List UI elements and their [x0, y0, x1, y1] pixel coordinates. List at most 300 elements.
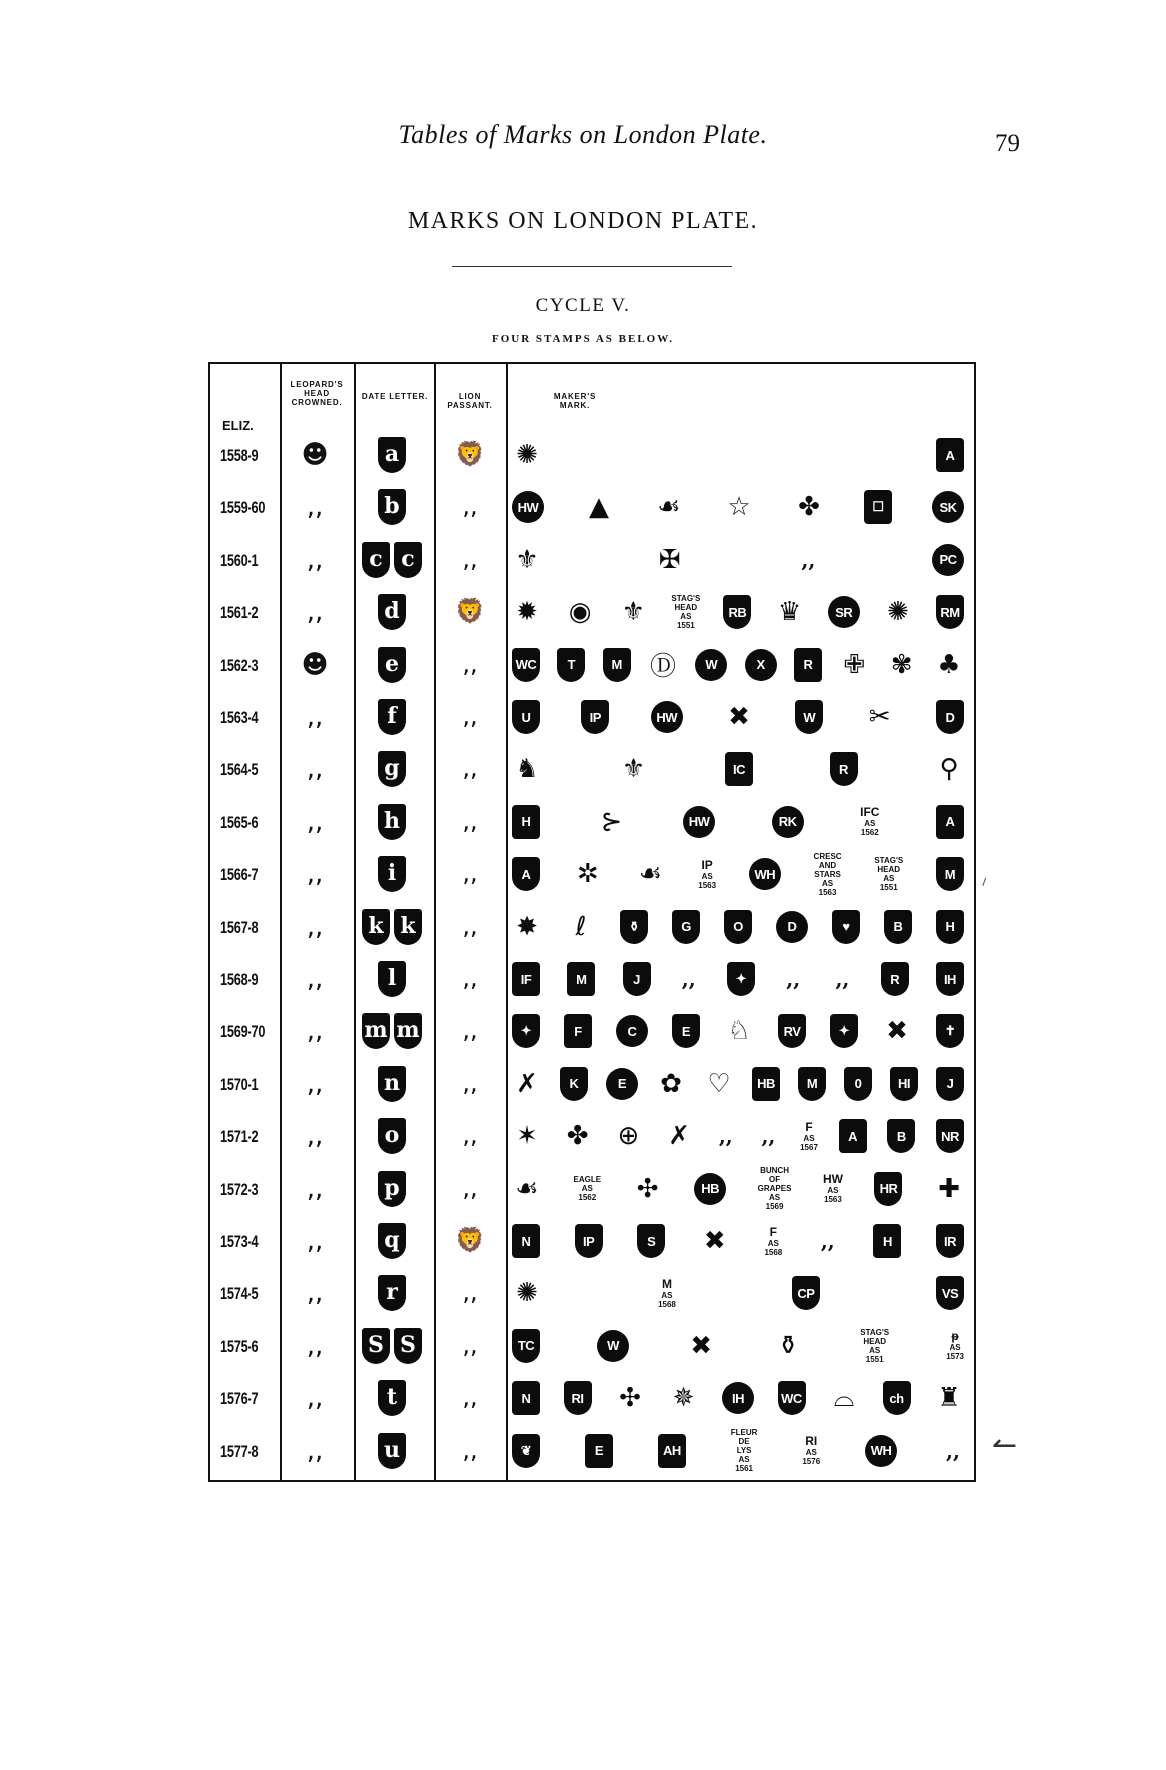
header-date-letter: DATE LETTER. — [361, 392, 429, 401]
makers-mark-stamp: E — [672, 1014, 700, 1048]
ditto-mark: ,, — [462, 1278, 478, 1307]
date-letter-shield: r — [378, 1275, 406, 1311]
makers-mark-icon: ✖ — [886, 1016, 908, 1047]
mark-note — [731, 1428, 758, 1473]
makers-mark-stamp: M — [936, 857, 964, 891]
date-letter-shield: m — [362, 1013, 390, 1049]
makers-mark-icon: ☆ — [727, 492, 751, 523]
makers-mark-stamp: ☐ — [864, 490, 892, 524]
makers-mark-stamp: IP — [575, 1224, 603, 1258]
makers-mark-stamp: VS — [936, 1276, 964, 1310]
makers-mark-icon: ⊕ — [617, 1121, 640, 1152]
makers-mark-stamp: E — [606, 1068, 638, 1100]
makers-mark-stamp: IH — [936, 962, 964, 996]
makers-mark-icon: ⚜ — [621, 754, 646, 785]
mark-note-line: OF — [768, 1175, 781, 1185]
makers-mark-icon: ⊱ — [600, 806, 623, 837]
date-letter-cell — [354, 432, 430, 478]
makers-mark-stamp: G — [672, 910, 700, 944]
makers-mark-stamp: HB — [752, 1067, 780, 1101]
makers-mark-icon: ☙ — [638, 859, 663, 890]
mark-note — [814, 852, 842, 897]
ditto-mark: ,, — [306, 597, 324, 628]
year-cell: 1574-5 — [220, 1284, 259, 1304]
ditto-mark: ,, — [801, 547, 816, 572]
page-number: 79 — [995, 130, 1020, 157]
table-row — [210, 1061, 974, 1107]
makers-mark-icon: ✙ — [843, 649, 866, 680]
makers-mark-icon: ✺ — [516, 1278, 538, 1309]
makers-mark-cell — [512, 1008, 972, 1054]
date-letter-shield: d — [378, 594, 406, 630]
makers-mark-icon: ✹ — [516, 597, 538, 628]
mark-note-line: 1568 — [658, 1299, 676, 1309]
makers-mark-stamp: IC — [725, 752, 753, 786]
ditto-mark: ,, — [306, 1173, 324, 1204]
mark-note — [658, 1278, 676, 1309]
date-letter-shield: u — [378, 1433, 406, 1469]
makers-mark-icon: ✖ — [703, 1226, 726, 1256]
makers-mark-icon: ▲ — [589, 492, 609, 523]
mark-note-line: 1567 — [800, 1142, 818, 1152]
header-makers-mark: MAKER'S MARK. — [553, 392, 597, 410]
makers-mark-stamp: S — [637, 1224, 665, 1258]
makers-mark-icon: ✶ — [516, 1121, 538, 1152]
makers-mark-stamp: M — [567, 962, 595, 996]
makers-mark-stamp: B — [887, 1119, 915, 1153]
mark-note-line: AS — [803, 1133, 815, 1143]
ditto-mark: ,, — [306, 1435, 324, 1466]
ditto-mark: ,, — [462, 1068, 478, 1097]
mark-note-line: M — [661, 1276, 672, 1291]
lion-passant-icon: 🦁 — [455, 597, 485, 626]
makers-mark-cell — [512, 484, 972, 530]
year-cell: 1572-3 — [220, 1179, 259, 1199]
mark-note-line: BUNCH — [760, 1166, 789, 1176]
makers-mark-stamp: AH — [658, 1434, 686, 1468]
makers-mark-stamp: SR — [828, 596, 860, 628]
year-cell: 1558-9 — [220, 446, 259, 465]
table-row — [210, 1323, 974, 1369]
ditto-mark: ,, — [306, 1278, 324, 1309]
ditto-mark: ,, — [462, 964, 478, 992]
mark-note — [800, 1121, 818, 1152]
table-row — [210, 642, 974, 688]
makers-mark-stamp: CP — [792, 1276, 820, 1310]
makers-mark-stamp: HI — [890, 1067, 918, 1101]
mark-note-line: 1563 — [824, 1195, 842, 1205]
table-row — [210, 432, 974, 478]
makers-mark-stamp: ♥ — [832, 910, 860, 944]
makers-mark-icon: ✾ — [890, 649, 913, 680]
mark-note — [860, 806, 879, 837]
makers-mark-cell — [512, 904, 972, 950]
date-letter-cell — [354, 537, 430, 583]
ditto-mark: ,, — [718, 1124, 733, 1149]
makers-mark-stamp: H — [936, 910, 964, 944]
mark-note-line: 1569 — [765, 1202, 784, 1212]
ditto-mark: ,, — [462, 1016, 478, 1045]
makers-mark-icon: ✤ — [566, 1121, 589, 1152]
date-letter-cell — [354, 799, 430, 845]
makers-mark-stamp: RB — [723, 595, 751, 629]
date-letter-cell — [354, 1428, 430, 1474]
date-letter-cell — [354, 642, 430, 688]
makers-mark-stamp: IR — [936, 1224, 964, 1258]
makers-mark-icon: ✺ — [516, 440, 538, 470]
cycle-heading: CYCLE V. — [535, 295, 631, 316]
makers-mark-stamp: HW — [651, 701, 683, 733]
makers-mark-cell — [512, 1218, 972, 1264]
margin-tick-mark: ⸝ — [974, 867, 992, 890]
makers-mark-stamp: WC — [512, 648, 540, 682]
makers-mark-icon: ✠ — [658, 544, 681, 575]
makers-mark-stamp: WH — [749, 858, 781, 890]
mark-note-line: F — [805, 1119, 813, 1134]
lion-passant-icon: 🦁 — [455, 440, 485, 468]
date-letter-shield: f — [378, 699, 406, 735]
makers-mark-icon: ✸ — [516, 911, 538, 942]
mark-note-line: AS — [883, 874, 895, 884]
mark-note-line: AS — [821, 878, 834, 888]
date-letter-cell — [354, 746, 430, 792]
date-letter-cell — [354, 904, 430, 950]
mark-note-line: IP — [701, 857, 713, 872]
mark-note-line: 1551 — [676, 621, 695, 631]
makers-mark-stamp: W — [695, 649, 727, 681]
makers-mark-cell — [512, 1375, 972, 1421]
mark-note-line: ᵽ — [951, 1329, 959, 1344]
mark-note — [671, 594, 700, 630]
makers-mark-icon: ◉ — [568, 597, 592, 628]
mark-note-line: STAG'S — [874, 856, 904, 866]
makers-mark-stamp: TC — [512, 1329, 540, 1363]
year-cell: 1562-3 — [220, 655, 259, 675]
ditto-mark: ,, — [462, 649, 478, 678]
stamps-note: FOUR STAMPS AS BELOW. — [492, 333, 674, 345]
makers-mark-stamp: HB — [694, 1173, 726, 1205]
mark-note-line: STAG'S — [860, 1327, 890, 1337]
table-row — [210, 1270, 974, 1316]
ditto-mark: ,, — [306, 492, 324, 523]
makers-mark-icon: ⌓ — [833, 1382, 855, 1413]
makers-mark-icon: ✖ — [728, 702, 750, 732]
ditto-mark: ,, — [462, 1173, 478, 1202]
date-letter-cell — [354, 956, 430, 1002]
header-leopard: LEOPARD'S HEAD CROWNED. — [290, 380, 344, 407]
date-letter-shield: e — [378, 647, 406, 683]
date-letter-shield: p — [378, 1171, 406, 1207]
mark-note-line: LYS — [736, 1446, 752, 1456]
makers-mark-icon: ⚜ — [515, 544, 539, 575]
table-row — [210, 694, 974, 740]
makers-mark-stamp: PC — [932, 544, 964, 576]
mark-note-line: DE — [738, 1437, 750, 1447]
year-cell: 1570-1 — [220, 1074, 259, 1094]
mark-note — [764, 1226, 782, 1257]
mark-note-line: AS — [581, 1184, 593, 1194]
makers-mark-icon: ✂ — [868, 702, 891, 732]
makers-mark-stamp: IP — [581, 700, 609, 734]
mark-note-line: STARS — [814, 869, 841, 879]
mark-note-line: 1551 — [865, 1354, 884, 1364]
ditto-mark: ,, — [306, 1121, 324, 1152]
ditto-mark: ,, — [820, 1229, 835, 1253]
makers-mark-stamp: M — [798, 1067, 826, 1101]
makers-mark-stamp: H — [512, 805, 540, 839]
date-letter-cell — [354, 484, 430, 530]
date-letter-shield: k — [362, 909, 390, 945]
makers-mark-stamp: A — [936, 805, 964, 839]
table-row — [210, 589, 974, 635]
makers-mark-icon: ✲ — [576, 859, 599, 890]
makers-mark-stamp: O — [724, 910, 752, 944]
date-letter-shield: k — [394, 909, 422, 945]
ditto-mark: ,, — [835, 967, 850, 991]
date-letter-shield: i — [378, 856, 406, 892]
leopard-head-icon: ☻ — [301, 440, 329, 470]
date-letter-cell — [354, 1323, 430, 1369]
mark-note — [860, 1328, 889, 1364]
running-head: Tables of Marks on London Plate. — [398, 120, 768, 149]
ditto-mark: ,, — [761, 1124, 776, 1149]
mark-note-line: RI — [805, 1434, 818, 1449]
ditto-mark: ,, — [462, 1383, 478, 1412]
makers-mark-icon: ✵ — [672, 1383, 695, 1414]
date-letter-shield: b — [378, 489, 406, 525]
date-letter-shield: o — [378, 1118, 406, 1154]
mark-note — [946, 1330, 964, 1361]
ditto-mark: ,, — [306, 806, 324, 837]
mark-note-line: 1562 — [578, 1193, 597, 1203]
year-cell: 1568-9 — [220, 970, 259, 989]
mark-note-line: AS — [701, 871, 713, 881]
table-row — [210, 1428, 974, 1474]
makers-mark-stamp: J — [623, 962, 651, 996]
page-title: MARKS ON LONDON PLATE. — [407, 208, 759, 234]
ditto-mark: ,, — [306, 754, 324, 785]
year-cell: 1566-7 — [220, 865, 259, 885]
mark-note-line: AS — [805, 1448, 817, 1458]
ditto-mark: ,, — [462, 702, 478, 730]
date-letter-shield: h — [378, 804, 406, 840]
date-letter-cell — [354, 1270, 430, 1316]
makers-mark-stamp: R — [881, 962, 909, 996]
year-cell: 1571-2 — [220, 1127, 259, 1147]
makers-mark-icon: Ⓓ — [649, 652, 676, 683]
year-cell: 1575-6 — [220, 1336, 259, 1356]
makers-mark-stamp: D — [936, 700, 964, 734]
mark-note-line: HW — [822, 1172, 843, 1187]
date-letter-shield: n — [378, 1066, 406, 1102]
makers-mark-icon: ✗ — [516, 1068, 538, 1099]
makers-mark-stamp: RK — [772, 806, 804, 838]
ditto-mark: ,, — [306, 859, 324, 890]
mark-note-line: HEAD — [863, 1336, 887, 1346]
mark-note-line: 1568 — [764, 1247, 783, 1257]
mark-note-line: AS — [949, 1343, 961, 1353]
makers-mark-icon: ♛ — [777, 597, 802, 628]
makers-mark-stamp: K — [560, 1067, 588, 1101]
makers-mark-icon: ☙ — [657, 492, 681, 523]
ditto-mark: ,, — [306, 1383, 324, 1414]
table-row — [210, 1008, 974, 1054]
year-cell: 1569-70 — [220, 1022, 266, 1042]
makers-mark-cell — [512, 799, 972, 845]
mark-note — [574, 1175, 602, 1202]
ditto-mark: ,, — [681, 967, 696, 991]
makers-mark-stamp: F — [564, 1014, 592, 1048]
makers-mark-icon: ✣ — [636, 1173, 659, 1204]
makers-mark-stamp: HW — [683, 806, 715, 838]
date-letter-shield: m — [394, 1013, 422, 1049]
mark-note-line: 1576 — [802, 1457, 821, 1467]
makers-mark-stamp: ✝ — [936, 1014, 964, 1048]
marks-table — [208, 362, 976, 1482]
mark-note-line: AND — [818, 860, 837, 870]
mark-note — [874, 856, 903, 892]
makers-mark-icon: ✺ — [886, 597, 909, 628]
reign-label: ELIZ. — [222, 418, 254, 433]
date-letter-cell — [354, 1113, 430, 1159]
mark-note-line: EAGLE — [573, 1175, 602, 1185]
year-cell: 1576-7 — [220, 1389, 259, 1409]
makers-mark-stamp: RV — [778, 1014, 806, 1048]
makers-mark-stamp: N — [512, 1224, 540, 1258]
date-letter-cell — [354, 694, 430, 740]
makers-mark-icon: ♞ — [515, 754, 539, 785]
mark-note-line: AS — [767, 1238, 779, 1248]
header-lion: LION PASSANT. — [447, 392, 493, 410]
makers-mark-cell — [512, 1323, 972, 1369]
mark-note-line: 1562 — [860, 828, 879, 838]
mark-note-line: GRAPES — [757, 1184, 792, 1194]
table-row — [210, 537, 974, 583]
makers-mark-stamp: R — [830, 752, 858, 786]
ditto-mark: ,, — [306, 702, 324, 732]
makers-mark-stamp: ✦ — [727, 962, 755, 996]
makers-mark-icon: ✚ — [938, 1173, 960, 1204]
makers-mark-stamp: ✦ — [830, 1014, 858, 1048]
makers-mark-stamp: B — [884, 910, 912, 944]
makers-mark-stamp: RI — [564, 1381, 592, 1415]
makers-mark-stamp: N — [512, 1381, 540, 1415]
lion-passant-icon: 🦁 — [455, 1226, 485, 1254]
mark-note-line: 1563 — [698, 880, 717, 890]
mark-note — [802, 1435, 820, 1466]
title-rule — [452, 266, 732, 267]
mark-note — [823, 1173, 843, 1204]
table-row — [210, 1218, 974, 1264]
mark-note-line: IFC — [860, 805, 880, 820]
mark-note — [758, 1166, 792, 1211]
table-row — [210, 484, 974, 530]
makers-mark-cell — [512, 694, 972, 740]
date-letter-cell — [354, 1008, 430, 1054]
mark-note-line: AS — [680, 612, 692, 622]
ditto-mark: ,, — [306, 911, 324, 942]
makers-mark-stamp: A — [839, 1119, 867, 1153]
year-cell: 1577-8 — [220, 1441, 259, 1461]
ditto-mark: ,, — [786, 967, 801, 991]
table-row — [210, 904, 974, 950]
makers-mark-stamp: C — [616, 1015, 648, 1047]
date-letter-shield: g — [378, 751, 406, 787]
mark-note-line: AS — [768, 1193, 781, 1203]
ditto-mark: ,, — [462, 911, 478, 940]
date-letter-shield: c — [394, 542, 422, 578]
makers-mark-stamp: WC — [778, 1381, 806, 1415]
table-row — [210, 851, 974, 897]
mark-note-line: HEAD — [674, 603, 698, 613]
makers-mark-stamp: M — [603, 648, 631, 682]
makers-mark-cell — [512, 1270, 972, 1316]
date-letter-cell — [354, 1375, 430, 1421]
makers-mark-cell — [512, 1166, 972, 1212]
date-letter-cell — [354, 1166, 430, 1212]
mark-note-line: AS — [827, 1186, 839, 1196]
year-cell: 1563-4 — [220, 708, 259, 727]
ditto-mark: ,, — [462, 1330, 478, 1359]
leopard-head-icon: ☻ — [301, 649, 329, 680]
ditto-mark: ,, — [462, 1121, 478, 1150]
ditto-mark: ,, — [462, 492, 478, 521]
ditto-mark: ,, — [462, 806, 478, 835]
makers-mark-stamp: A — [512, 857, 540, 891]
makers-mark-icon: ✿ — [660, 1068, 682, 1099]
makers-mark-icon: ♣ — [937, 649, 961, 680]
makers-mark-icon: ⚲ — [939, 754, 959, 785]
mark-note-line: AS — [864, 819, 876, 829]
mark-note-line: 1551 — [879, 883, 898, 893]
makers-mark-icon: ✖ — [690, 1330, 713, 1361]
mark-note-line: 1561 — [735, 1464, 753, 1474]
table-row — [210, 746, 974, 792]
makers-mark-stamp: W — [795, 700, 823, 734]
ditto-mark: ,, — [462, 1435, 478, 1464]
makers-mark-stamp: D — [776, 911, 808, 943]
makers-mark-icon: ⚱ — [777, 1330, 800, 1361]
year-cell: 1559-60 — [220, 498, 266, 518]
margin-arrow-icon: ↼ — [992, 1428, 1018, 1463]
makers-mark-stamp: RM — [936, 595, 964, 629]
mark-note-line: HEAD — [877, 865, 901, 875]
mark-note-line: AS — [661, 1290, 673, 1300]
makers-mark-cell — [512, 589, 972, 635]
makers-mark-icon: ♜ — [937, 1383, 961, 1414]
table-row — [210, 1375, 974, 1421]
makers-mark-stamp: H — [873, 1224, 901, 1258]
makers-mark-cell — [512, 746, 972, 792]
makers-mark-stamp: X — [745, 649, 777, 681]
makers-mark-stamp: A — [936, 438, 964, 472]
date-letter-shield: S — [362, 1328, 390, 1364]
makers-mark-stamp: HW — [512, 491, 544, 523]
makers-mark-icon: ♡ — [707, 1068, 731, 1099]
year-cell: 1573-4 — [220, 1232, 259, 1251]
makers-mark-cell — [512, 432, 972, 478]
mark-note-line: 1563 — [818, 887, 837, 897]
makers-mark-stamp: E — [585, 1434, 613, 1468]
makers-mark-cell — [512, 956, 972, 1002]
makers-mark-stamp: NR — [936, 1119, 964, 1153]
makers-mark-cell — [512, 1113, 972, 1159]
makers-mark-icon: ✗ — [668, 1121, 690, 1152]
makers-mark-stamp: SK — [932, 491, 964, 523]
date-letter-shield: l — [378, 961, 406, 997]
ditto-mark: ,, — [306, 1016, 324, 1047]
date-letter-cell — [354, 1061, 430, 1107]
